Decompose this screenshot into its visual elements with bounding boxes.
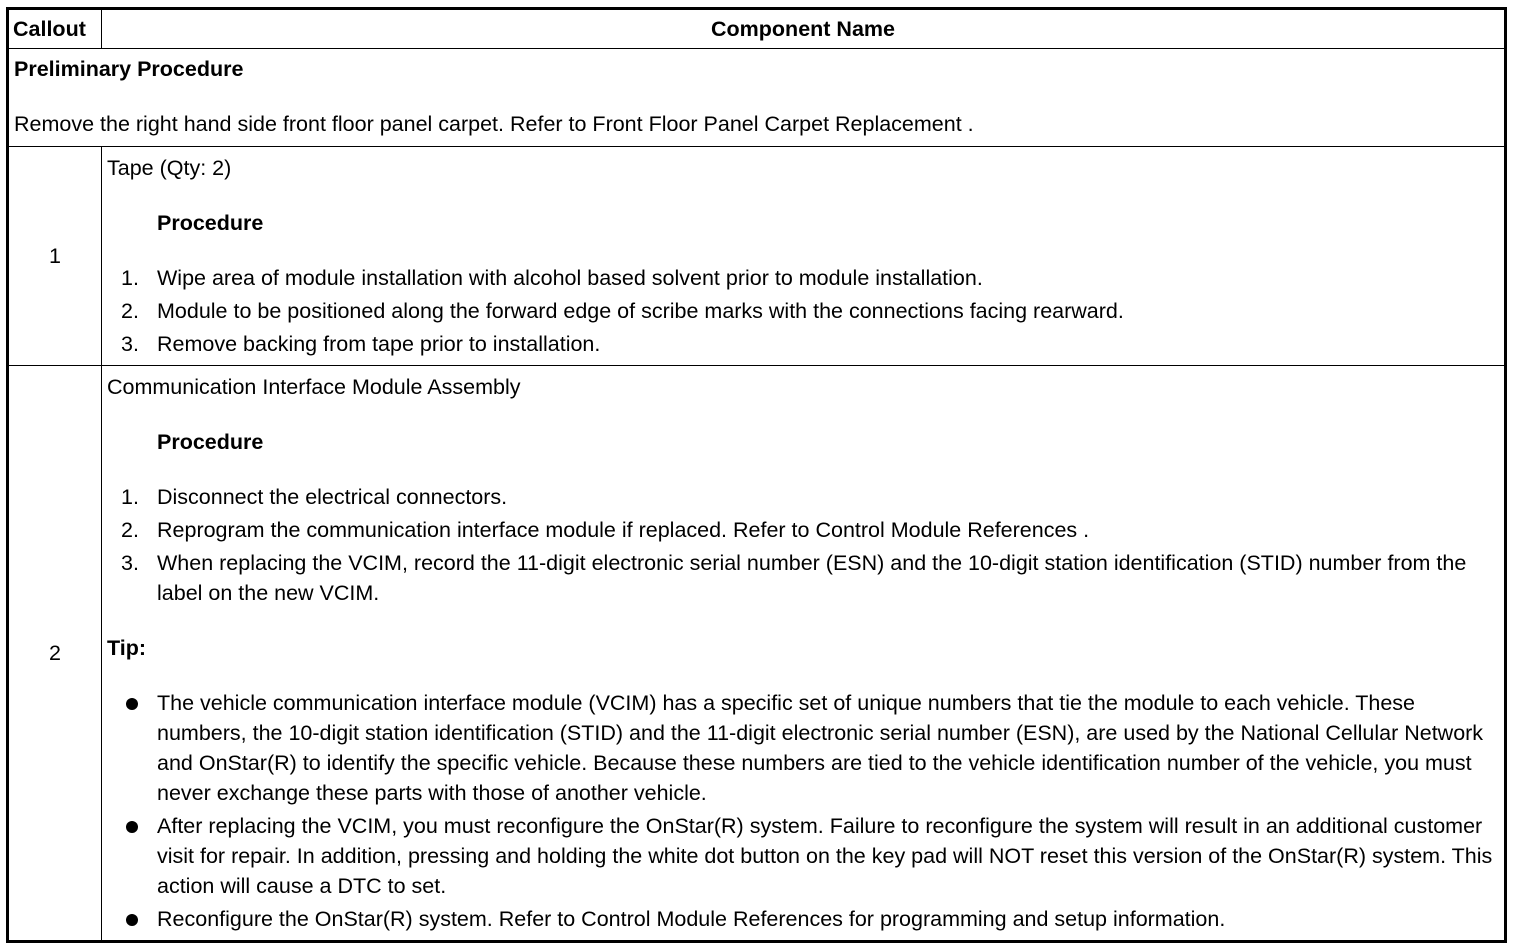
tip-text: Reconfigure the OnStar(R) system. Refer to Control Module References for programming and setup information. <box>157 907 1226 931</box>
procedure-steps <box>107 482 1498 608</box>
step-text: Reprogram the communication interface module if replaced. Refer to Control Module References . <box>157 518 1090 542</box>
header-callout: Callout <box>8 9 102 49</box>
preliminary-row <box>8 49 1506 147</box>
bullet-icon <box>126 698 138 710</box>
component-name: Communication Interface Module Assembly <box>107 375 521 399</box>
step-text: Disconnect the electrical connectors. <box>157 485 508 509</box>
tip-list <box>107 688 1498 934</box>
tip-text: After replacing the VCIM, you must reconfigure the OnStar(R) system. Failure to reconfigure the system will result in an additional customer visit for repair. In addition, pressing and holding the white dot button on the key pad will NOT reset this version of the OnStar(R) system. This action will cause a DTC to set. <box>157 814 1493 898</box>
header-row <box>8 9 1506 49</box>
component-cell <box>102 366 1506 942</box>
procedure-heading: Procedure <box>157 430 264 454</box>
list-item <box>107 482 1498 512</box>
step-number: 3. <box>121 551 139 575</box>
callout-number: 1 <box>8 147 102 366</box>
list-item <box>107 515 1498 545</box>
list-item <box>107 263 1498 293</box>
list-item <box>107 329 1498 359</box>
header-component-name: Component Name <box>102 9 1506 49</box>
step-number: 1. <box>121 485 139 509</box>
step-text: Wipe area of module installation with alcohol based solvent prior to module installation. <box>157 266 983 290</box>
list-item <box>107 688 1498 808</box>
preliminary-cell <box>8 49 1506 147</box>
procedure-table <box>6 7 1507 943</box>
table-row <box>8 147 1506 366</box>
preliminary-text: Remove the right hand side front floor panel carpet. Refer to Front Floor Panel Carpet Replacement . <box>14 112 974 136</box>
step-number: 2. <box>121 299 139 323</box>
bullet-icon <box>126 914 138 926</box>
bullet-icon <box>126 821 138 833</box>
list-item <box>107 548 1498 608</box>
preliminary-title: Preliminary Procedure <box>14 57 244 81</box>
step-number: 1. <box>121 266 139 290</box>
callout-number: 2 <box>8 366 102 942</box>
step-text: Module to be positioned along the forward edge of scribe marks with the connections facing rearward. <box>157 299 1124 323</box>
table-row <box>8 366 1506 942</box>
tip-title: Tip: <box>107 636 147 660</box>
tip-text: The vehicle communication interface module (VCIM) has a specific set of unique numbers that tie the module to each vehicle. These numbers, the 10-digit station identification (STID) and the 11-digit electronic serial number (ESN), are used by the National Cellular Network and OnStar(R) to identify the specific vehicle. Because these numbers are tied to the vehicle identification number of the vehicle, you must never exchange these parts with those of another vehicle. <box>157 691 1484 805</box>
list-item <box>107 904 1498 934</box>
step-text: Remove backing from tape prior to installation. <box>157 332 601 356</box>
step-text: When replacing the VCIM, record the 11-digit electronic serial number (ESN) and the 10-digit station identification (STID) number from the label on the new VCIM. <box>157 551 1467 605</box>
list-item <box>107 296 1498 326</box>
component-cell <box>102 147 1506 366</box>
step-number: 3. <box>121 332 139 356</box>
component-name: Tape (Qty: 2) <box>107 156 232 180</box>
procedure-heading: Procedure <box>157 211 264 235</box>
list-item <box>107 811 1498 901</box>
step-number: 2. <box>121 518 139 542</box>
procedure-steps <box>107 263 1498 359</box>
